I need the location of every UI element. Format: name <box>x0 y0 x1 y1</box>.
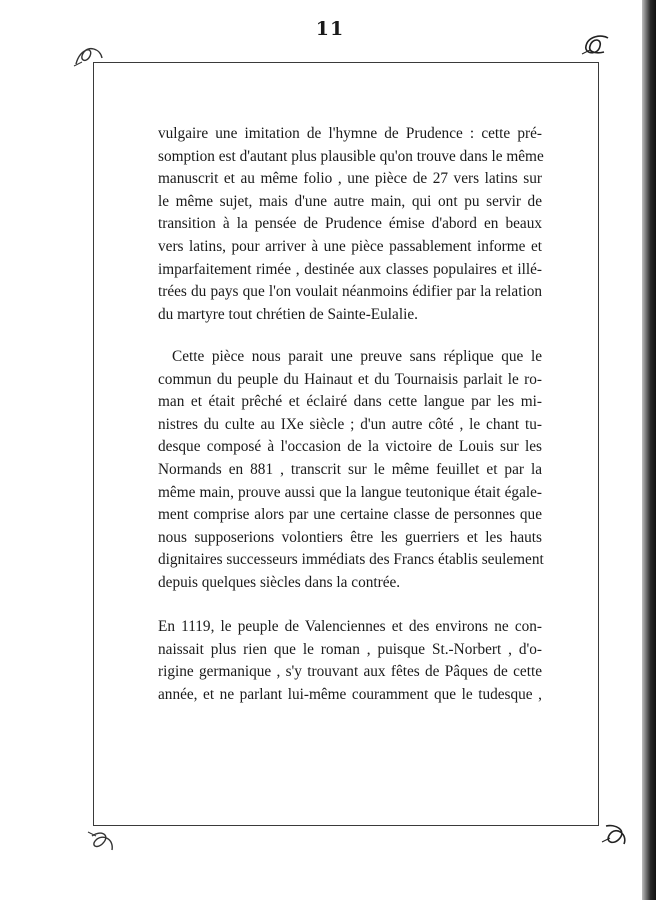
paragraph-2 <box>158 346 542 595</box>
text-line: imparfaitement rimée , destinée aux classes populaires et illé- <box>158 260 542 278</box>
paragraph-3 <box>158 616 542 706</box>
text-line: desque composé à l'occasion de la victoire de Louis sur les <box>158 438 542 456</box>
text-line: En 1119, le peuple de Valenciennes et des environs ne con- <box>158 618 542 635</box>
text-line: année, et ne parlant lui-même couramment que le tudesque , <box>158 685 542 703</box>
text-line: Normands en 881 , transcrit sur le même feuillet et par la <box>158 460 542 478</box>
text-line: du martyre tout chrétien de Sainte-Eulalie. <box>158 305 418 323</box>
page-number: 11 <box>315 18 345 40</box>
text-line: vulgaire une imitation de l'hymne de Prudence : cette pré- <box>158 125 542 142</box>
text-line: nistres du culte au IXe siècle ; d'un autre côté , le chant tu- <box>158 415 542 433</box>
flourish-ornament-bottom-right-icon <box>598 822 632 848</box>
text-line: le même sujet, mais d'une autre main, qui ont pu servir de <box>158 192 542 210</box>
flourish-ornament-top-left-icon <box>72 44 106 70</box>
text-line: transition à la pensée de Prudence émise d'abord en beaux <box>158 215 542 233</box>
text-line: Cette pièce nous parait une preuve sans réplique que le <box>172 348 542 365</box>
text-line: vers latins, pour arriver à une pièce passablement informe et <box>158 237 542 255</box>
paragraph-1 <box>158 123 542 326</box>
text-line: rigine germanique , s'y trouvant aux fêtes de Pâques de cette <box>158 663 542 681</box>
text-line: manuscrit et au même folio , une pièce de 27 vers latins sur <box>158 170 542 188</box>
flourish-ornament-bottom-left-icon <box>86 828 120 854</box>
text-line: depuis quelques siècles dans la contrée. <box>158 573 401 591</box>
text-line: man et était prêché et éclairé dans cette langue par les mi- <box>158 393 542 411</box>
text-line: somption est d'autant plus plausible qu'on trouve dans le même <box>158 147 544 165</box>
text-line: ment comprise alors par une certaine classe de personnes que <box>158 506 542 524</box>
flourish-ornament-top-right-icon <box>578 32 612 58</box>
text-line: même main, prouve aussi que la langue teutonique était égale- <box>158 483 542 501</box>
text-line: nous supposerions volontiers être les guerriers et les hauts <box>158 528 542 546</box>
text-line: naissait plus rien que le roman , puisque St.-Norbert , d'o- <box>158 640 542 658</box>
text-line: commun du peuple du Hainaut et du Tournaisis parlait le ro- <box>158 370 542 388</box>
text-line: dignitaires successeurs immédiats des Francs établis seulement <box>158 551 544 569</box>
page-edge-shadow <box>642 0 656 900</box>
text-line: trées du pays que l'on voulait néanmoins édifier par la relation <box>158 283 542 301</box>
